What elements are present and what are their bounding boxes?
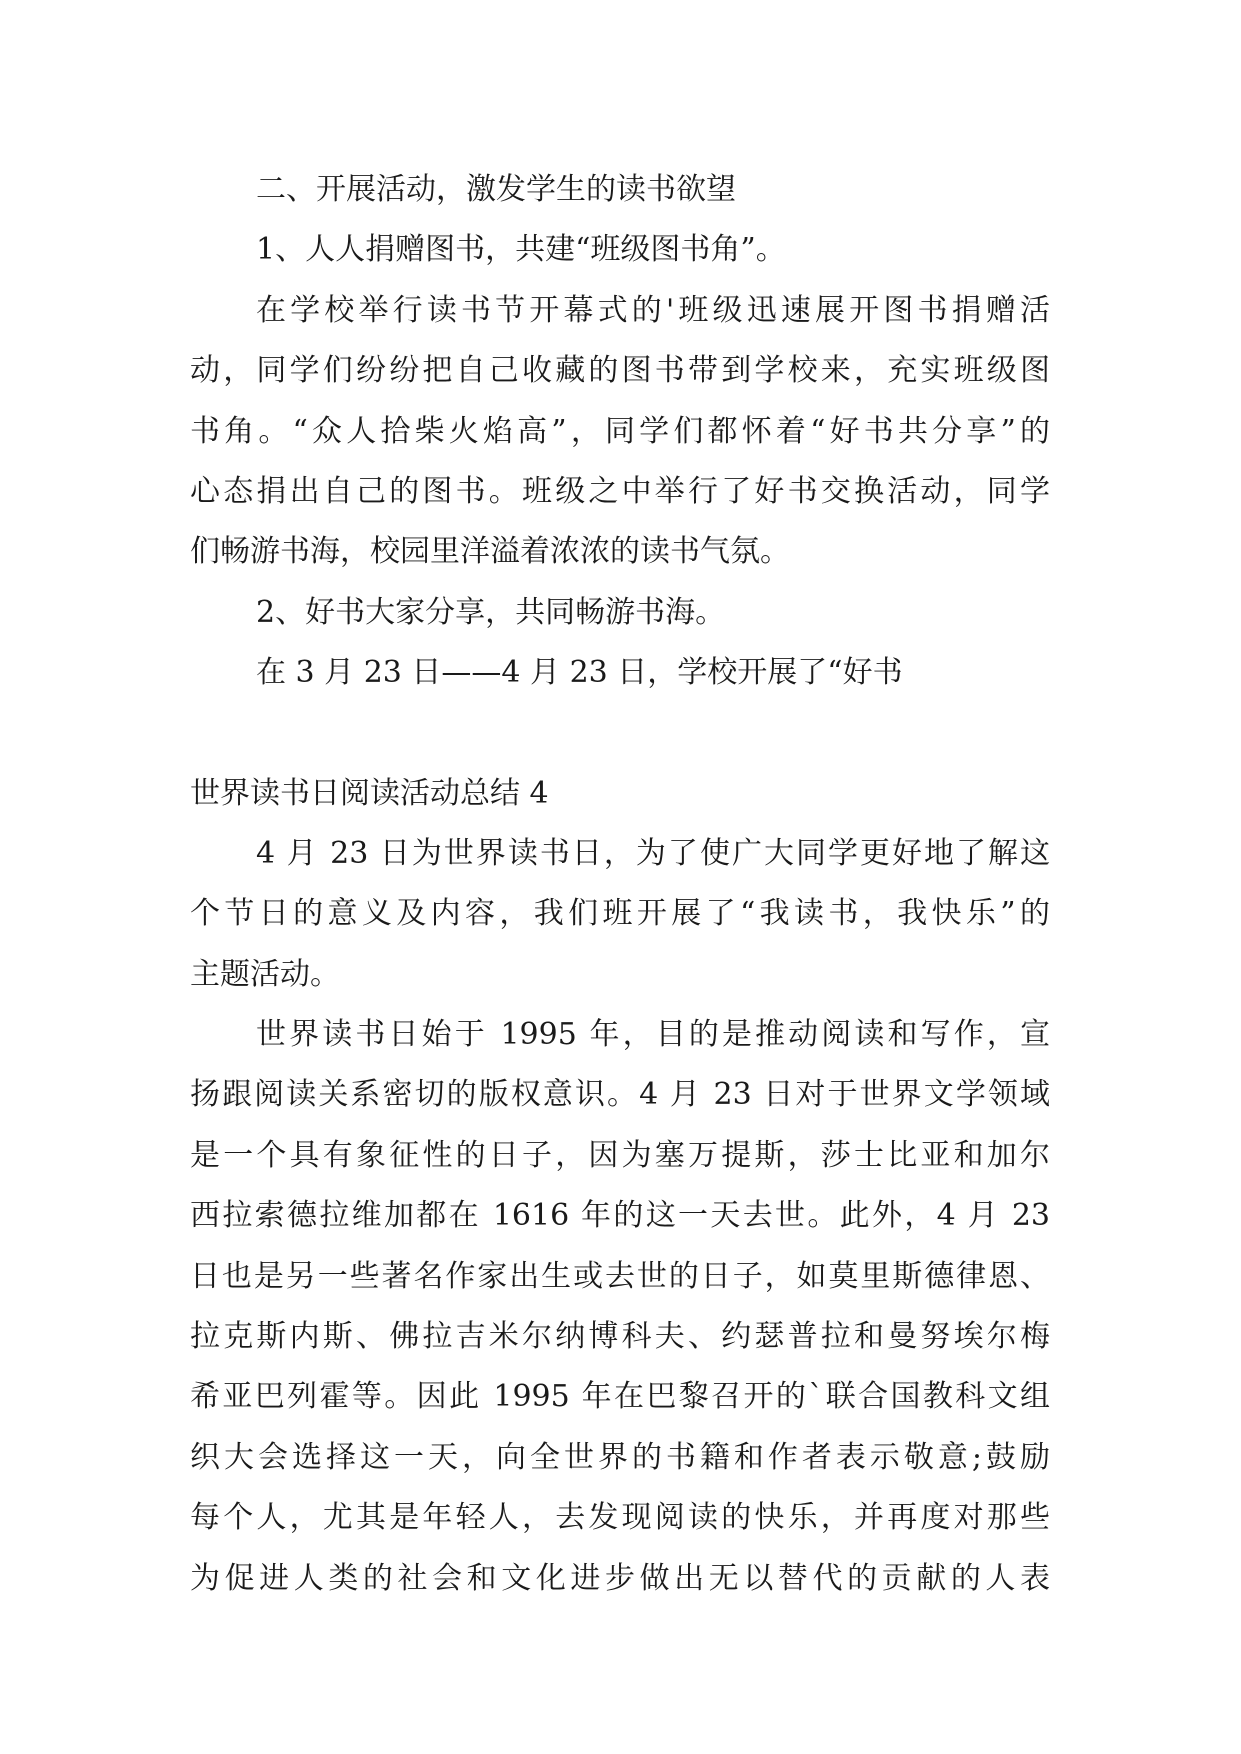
paragraph-line: 动，同学们纷纷把自己收藏的图书带到学校来，充实班级图 <box>190 353 1050 389</box>
paragraph-line: 希亚巴列霍等。因此 1995 年在巴黎召开的`联合国教科文组 <box>190 1379 1050 1415</box>
section-gap <box>190 704 1050 764</box>
paragraph-line: 心态捐出自己的图书。班级之中举行了好书交换活动，同学 <box>190 473 1050 509</box>
paragraph-line: 在 3 月 23 日——4 月 23 日，学校开展了“好书 <box>256 655 903 691</box>
document-body <box>190 160 1050 1609</box>
paragraph-line: 拉克斯内斯、佛拉吉米尔纳博科夫、约瑟普拉和曼努埃尔梅 <box>190 1319 1050 1355</box>
paragraph-line: 每个人，尤其是年轻人，去发现阅读的快乐，并再度对那些 <box>190 1500 1050 1536</box>
paragraph-line: 在学校举行读书节开幕式的'班级迅速展开图书捐赠活 <box>256 292 1050 328</box>
paragraph-line: 书角。“众人拾柴火焰高”，同学们都怀着“好书共分享”的 <box>190 413 1050 449</box>
paragraph-line: 为促进人类的社会和文化进步做出无以替代的贡献的人表 <box>190 1560 1050 1596</box>
paragraph-line: 是一个具有象征性的日子，因为塞万提斯，莎士比亚和加尔 <box>190 1137 1050 1173</box>
paragraph-line: 世界读书日始于 1995 年，目的是推动阅读和写作，宣 <box>256 1017 1050 1053</box>
paragraph-line: 扬跟阅读关系密切的版权意识。4 月 23 日对于世界文学领域 <box>190 1077 1050 1113</box>
paragraph-line: 个节日的意义及内容，我们班开展了“我读书，我快乐”的 <box>190 896 1050 932</box>
section-heading: 二、开展活动，激发学生的读书欲望 <box>256 172 736 207</box>
item-2-title: 2、好书大家分享，共同畅游书海。 <box>256 594 726 630</box>
paragraph-line: 们畅游书海，校园里洋溢着浓浓的读书气氛。 <box>190 534 790 570</box>
paragraph-line: 主题活动。 <box>190 956 340 992</box>
item-1-title: 1、人人捐赠图书，共建“班级图书角”。 <box>256 232 786 268</box>
paragraph-line: 西拉索德拉维加都在 1616 年的这一天去世。此外，4 月 23 <box>190 1198 1050 1234</box>
paragraph-line: 织大会选择这一天，向全世界的书籍和作者表示敬意;鼓励 <box>190 1439 1050 1475</box>
section-title: 世界读书日阅读活动总结 4 <box>190 775 549 811</box>
paragraph-line: 日也是另一些著名作家出生或去世的日子，如莫里斯德律恩、 <box>190 1258 1050 1294</box>
paragraph-line: 4 月 23 日为世界读书日，为了使广大同学更好地了解这 <box>256 835 1050 871</box>
